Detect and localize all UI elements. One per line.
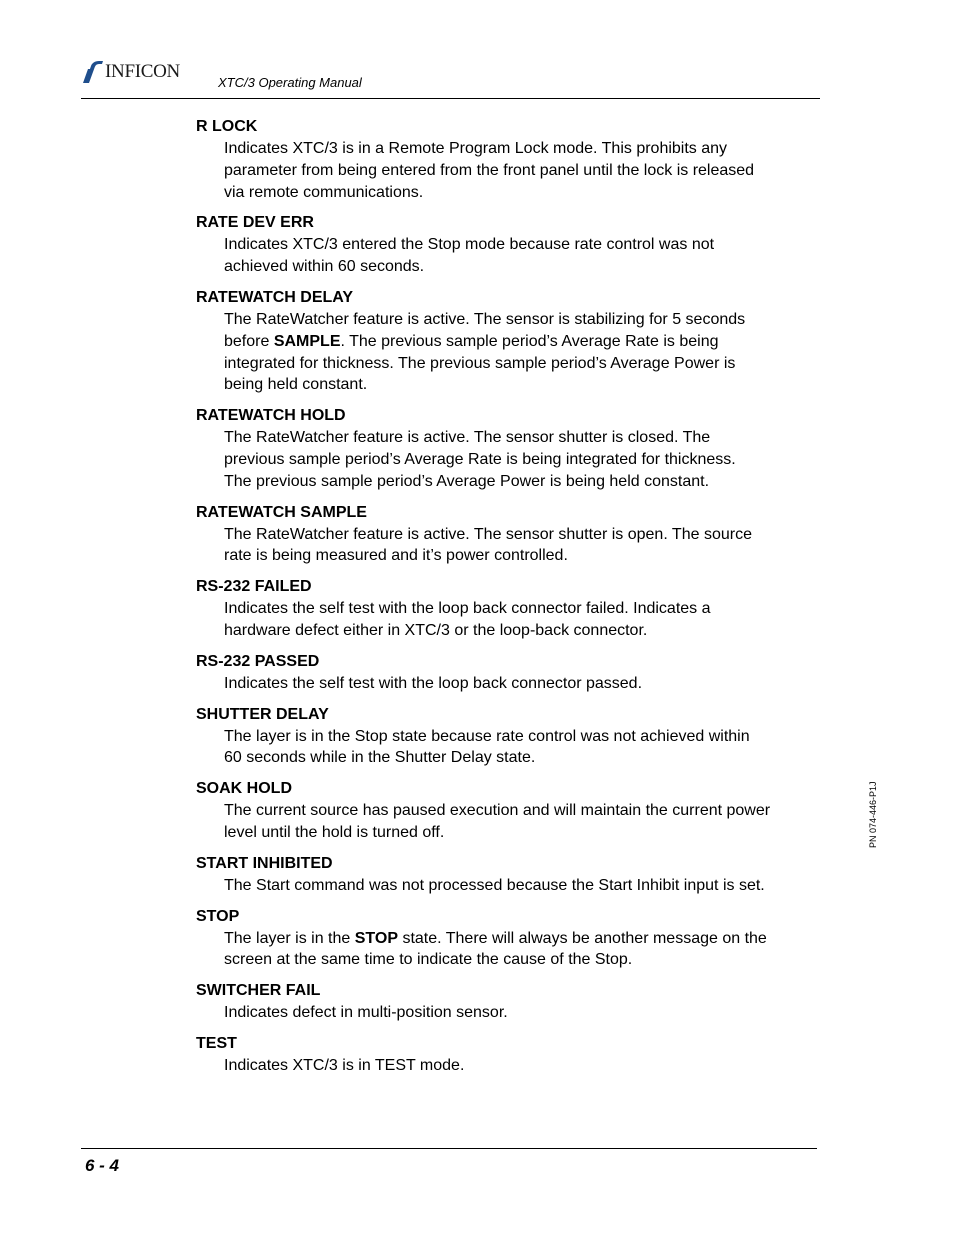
term: RS-232 FAILED	[196, 578, 312, 596]
entry-shutter-delay	[196, 704, 816, 770]
entry-test	[196, 1033, 816, 1077]
bold-keyword: STOP	[354, 929, 399, 947]
term: RATEWATCH HOLD	[196, 407, 346, 425]
description-line: screen at the same time to indicate the cause of the Stop.	[224, 951, 633, 969]
logo-text: INFICON	[105, 61, 180, 82]
footer-rule	[81, 1148, 817, 1149]
description-line: hardware defect either in XTC/3 or the loop-back connector.	[224, 621, 648, 639]
description-line: level until the hold is turned off.	[224, 823, 445, 841]
text-run: before	[224, 332, 274, 350]
term: RATEWATCH DELAY	[196, 288, 354, 306]
inficon-logo	[82, 60, 180, 84]
entry-start-inhibited	[196, 853, 816, 897]
description-line: achieved within 60 seconds.	[224, 258, 425, 276]
entry-rs232-passed	[196, 651, 816, 695]
description-line: parameter from being entered from the front panel until the lock is released	[224, 161, 755, 179]
text-run: state. There will always be another message on the	[398, 929, 767, 947]
entry-ratewatch-delay	[196, 287, 816, 396]
description-line: The RateWatcher feature is active. The sensor shutter is closed. The	[224, 429, 711, 447]
term: START INHIBITED	[196, 854, 333, 872]
description-line: Indicates XTC/3 is in TEST mode.	[224, 1056, 465, 1074]
description-line: Indicates defect in multi-position sensor.	[224, 1004, 508, 1022]
entry-r-lock	[196, 116, 816, 203]
term: RATE DEV ERR	[196, 214, 314, 232]
entry-ratewatch-hold	[196, 405, 816, 492]
entry-ratewatch-sample	[196, 502, 816, 568]
part-number: PN 074-446-P1J	[868, 781, 878, 848]
description-line	[224, 331, 816, 353]
description-line: via remote communications.	[224, 183, 424, 201]
description-line: The current source has paused execution and will maintain the current power	[224, 802, 771, 820]
entry-soak-hold	[196, 778, 816, 844]
description-line: 60 seconds while in the Shutter Delay state.	[224, 749, 536, 767]
term: STOP	[196, 907, 240, 925]
message-list	[196, 116, 816, 1086]
description-line: being held constant.	[224, 376, 368, 394]
term: TEST	[196, 1034, 237, 1052]
description-line: The layer is in the Stop state because rate control was not achieved within	[224, 727, 750, 745]
term: SWITCHER FAIL	[196, 982, 321, 1000]
entry-rs232-failed	[196, 576, 816, 642]
description-line: rate is being measured and it’s power controlled.	[224, 547, 568, 565]
description-line: Indicates the self test with the loop back connector failed. Indicates a	[224, 600, 711, 618]
inficon-logo-mark-icon	[82, 60, 104, 84]
description-line	[224, 928, 816, 950]
description-line: Indicates XTC/3 entered the Stop mode because rate control was not	[224, 236, 715, 254]
term: SOAK HOLD	[196, 780, 292, 798]
description-line: previous sample period’s Average Rate is being integrated for thickness.	[224, 450, 736, 468]
term: R LOCK	[196, 118, 258, 135]
entry-switcher-fail	[196, 980, 816, 1024]
manual-title: XTC/3 Operating Manual	[218, 75, 362, 90]
description-line: The RateWatcher feature is active. The sensor shutter is open. The source	[224, 525, 752, 543]
description-line: Indicates XTC/3 is in a Remote Program Lock mode. This prohibits any	[224, 140, 728, 157]
description-line: The previous sample period’s Average Power is being held constant.	[224, 472, 710, 490]
entry-stop	[196, 906, 816, 972]
page-number: 6 - 4	[85, 1156, 120, 1175]
entry-rate-dev-err	[196, 212, 816, 278]
description-line: integrated for thickness. The previous sample period’s Average Power is	[224, 354, 736, 372]
term: SHUTTER DELAY	[196, 705, 329, 723]
term: RATEWATCH SAMPLE	[196, 503, 367, 521]
text-run: . The previous sample period’s Average Rate is being	[340, 332, 719, 350]
description-line: The RateWatcher feature is active. The sensor is stabilizing for 5 seconds	[224, 310, 746, 328]
description-line: The Start command was not processed because the Start Inhibit input is set.	[224, 876, 765, 894]
description-line: Indicates the self test with the loop back connector passed.	[224, 674, 643, 692]
bold-keyword: SAMPLE	[273, 332, 341, 350]
header-rule	[81, 98, 820, 99]
term: RS-232 PASSED	[196, 652, 320, 670]
text-run: The layer is in the	[224, 929, 355, 947]
